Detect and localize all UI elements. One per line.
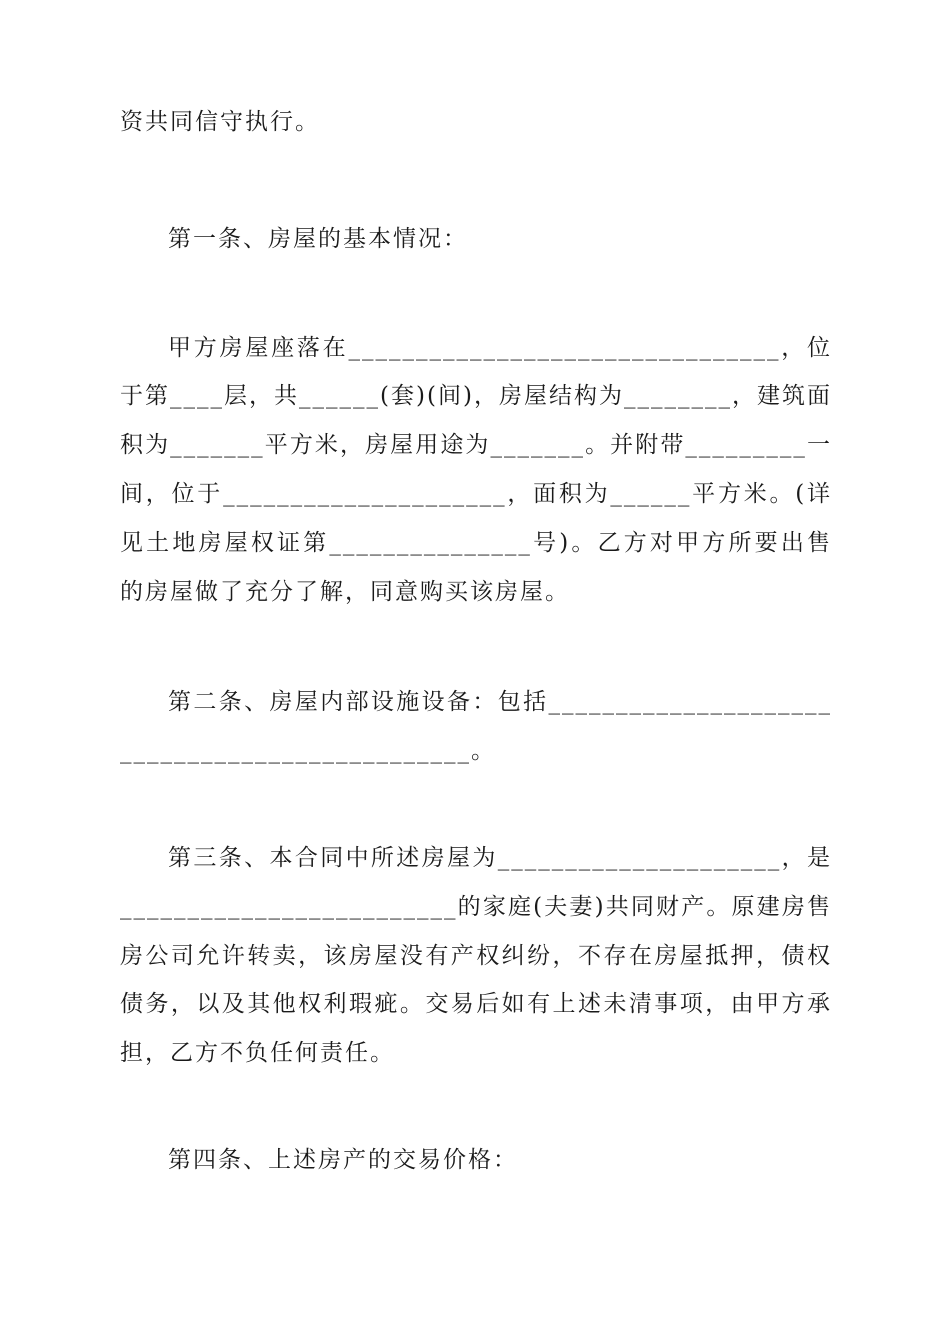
article-1-body: 甲方房屋座落在________________________________，位于第____层，共______(套)(间)，房屋结构为________，建筑面积为_______平方米，房屋用途为_______。并附带_________一间，位于_____________________，面积为______平方米。(详见土地房屋权证第_______________号)。乙方对甲方所要出售的房屋做了充分了解，同意购买该房屋。 — [120, 334, 832, 605]
document-page — [120, 98, 832, 1185]
article-3: 第三条、本合同中所述房屋为_____________________，是_________________________的家庭(夫妻)共同财产。原建房售房公司允许转卖，该房屋没有产权纠纷，不存在房屋抵押，债权债务，以及其他权利瑕疵。交易后如有上述未清事项，由甲方承担，乙方不负任何责任。 — [120, 844, 832, 1067]
article-1-title: 第一条、房屋的基本情况： — [168, 225, 468, 252]
article-2: 第二条、房屋内部设施设备：包括_______________________________________________。 — [120, 689, 832, 765]
preamble-ending: 资共同信守执行。 — [120, 109, 320, 135]
article-4-title: 第四条、上述房产的交易价格： — [168, 1146, 518, 1173]
